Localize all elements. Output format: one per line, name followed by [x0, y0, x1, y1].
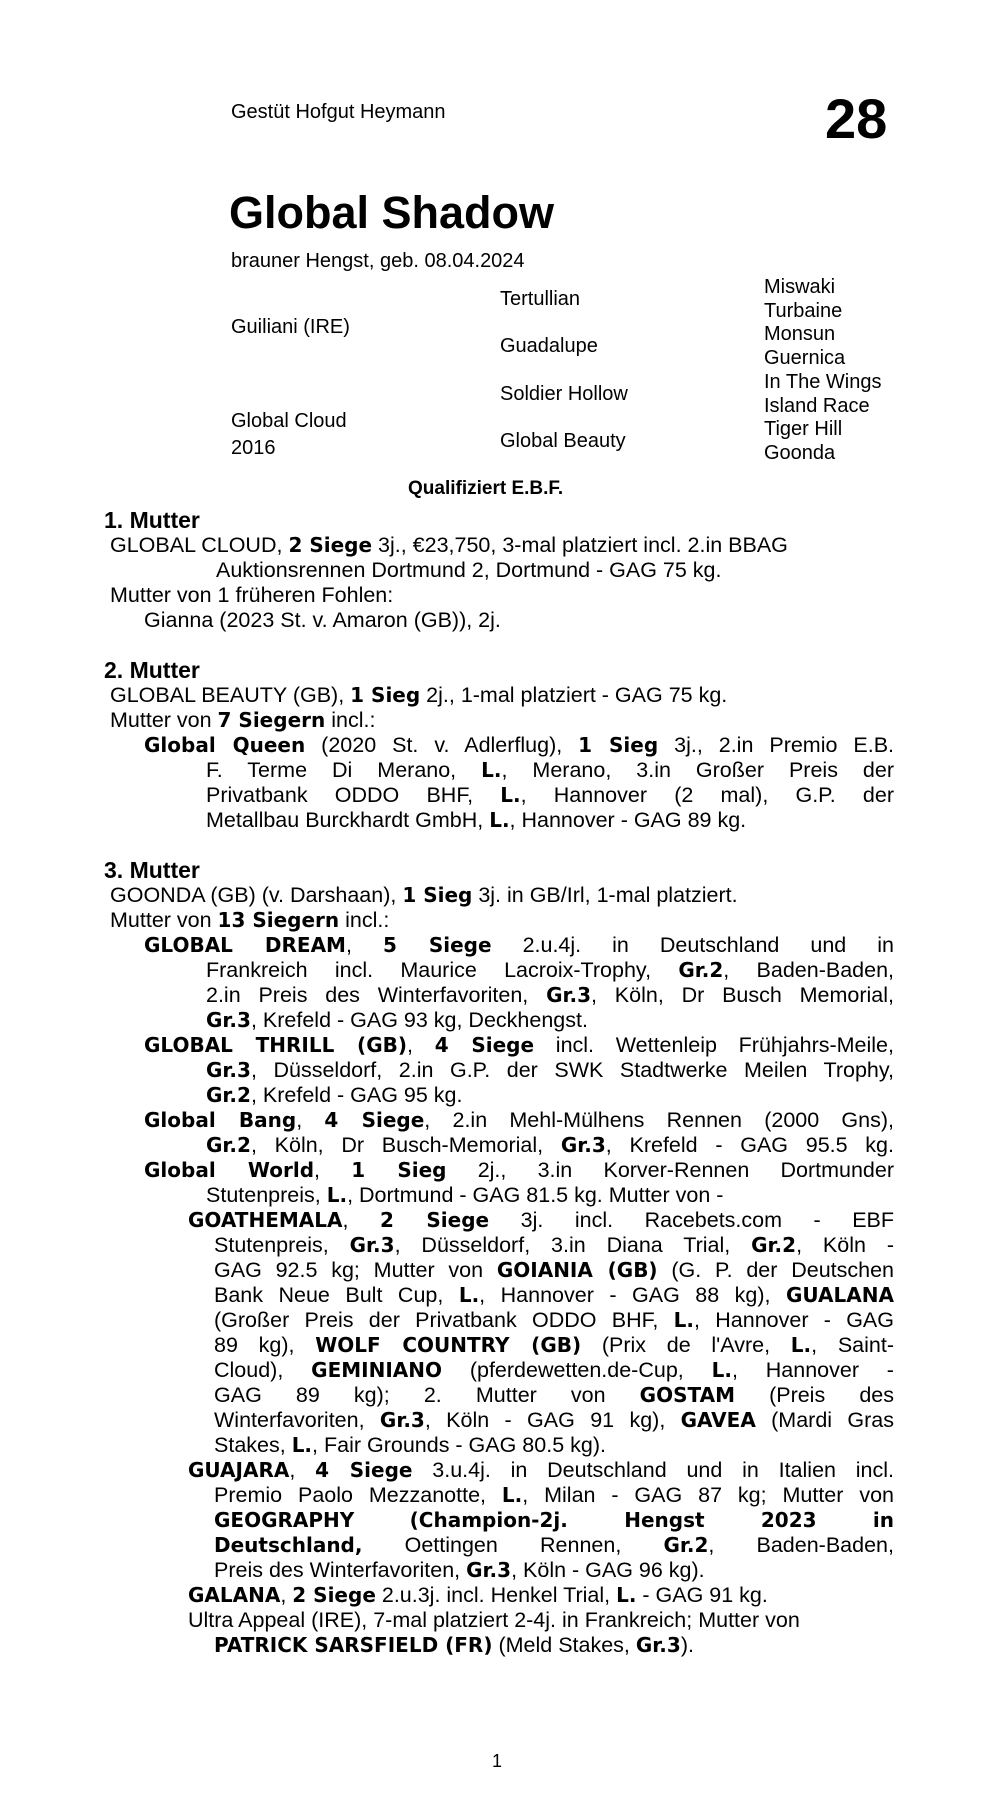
pedigree-text-line: [214, 1233, 894, 1258]
text-run: 3j. in GB/Irl, 1-mal platziert.: [472, 883, 738, 907]
bold-text-run: GALANA: [188, 1583, 281, 1607]
pedigree-text-line: [206, 783, 894, 808]
text-run: Stakes,: [214, 1433, 292, 1457]
text-run: Oettingen Rennen,: [362, 1533, 664, 1557]
text-run: , Baden-Baden,: [708, 1533, 894, 1557]
bold-text-run: L.: [326, 1183, 348, 1207]
text-run: incl.:: [325, 708, 376, 732]
bold-text-run: Gr.3: [349, 1233, 395, 1257]
bold-text-run: 4 Siege: [324, 1108, 425, 1132]
pedigree-text-line: [110, 683, 727, 708]
pedigree-text-line: [188, 1608, 800, 1633]
text-run: (Mardi Gras: [755, 1408, 894, 1432]
text-run: Stutenpreis,: [214, 1233, 350, 1257]
bold-text-run: Global Bang: [144, 1108, 297, 1132]
text-run: Premio Paolo Mezzanotte,: [214, 1483, 502, 1507]
text-run: , Hannover -: [731, 1358, 894, 1382]
pedigree-text-line: [216, 558, 722, 583]
pedigree-text-line: [206, 1008, 588, 1033]
pedigree-text-line: [144, 733, 894, 758]
text-run: ,: [296, 1108, 325, 1132]
bold-text-run: (Champion-2j. Hengst 2023 in: [409, 1508, 894, 1532]
pedigree-text-line: [206, 983, 894, 1008]
bold-text-run: 2 Siege: [292, 1583, 376, 1607]
pedigree-text-line: [110, 883, 738, 908]
text-run: , Köln, Dr Busch Memorial,: [591, 983, 894, 1007]
text-run: Metallbau Burckhardt GmbH,: [206, 808, 490, 832]
pedigree-text-line: [206, 1058, 894, 1083]
bold-text-run: Gr.3: [635, 1633, 681, 1657]
pedigree-gen3: Tiger Hill: [764, 418, 843, 440]
text-run: 3j., €23,750, 3-mal platziert incl. 2.in BBAG: [372, 533, 788, 557]
text-run: Ultra Appeal (IRE), 7-mal platziert 2-4j. in Frankreich; Mutter von: [188, 1608, 800, 1632]
text-run: incl.:: [339, 908, 390, 932]
pedigree-gen3: Goonda: [764, 442, 836, 464]
pedigree-text-line: [110, 533, 788, 558]
pedigree-text-line: [214, 1283, 894, 1308]
text-run: 2.u.3j. incl. Henkel Trial,: [375, 1583, 617, 1607]
pedigree-text-line: [214, 1508, 894, 1533]
text-run: 2.u.4j. in Deutschland und in: [491, 933, 894, 957]
pedigree-text-line: [206, 1133, 894, 1158]
pedigree-text-line: [206, 1083, 462, 1108]
text-run: ,: [289, 1458, 316, 1482]
bold-text-run: Deutschland,: [214, 1533, 363, 1557]
pedigree-text-line: [214, 1433, 606, 1458]
text-run: GLOBAL BEAUTY (GB),: [110, 683, 351, 707]
text-run: Bank Neue Bult Cup,: [214, 1283, 459, 1307]
text-run: , Krefeld - GAG 95 kg.: [250, 1083, 463, 1107]
text-run: 2.in Preis des Winterfavoriten,: [206, 983, 547, 1007]
text-run: (2020 St. v. Adlerflug),: [305, 733, 579, 757]
pedigree-gen3: Guernica: [764, 347, 846, 369]
text-run: Gianna (2023 St. v. Amaron (GB)), 2j.: [144, 608, 501, 632]
bold-text-run: GOATHEMALA: [188, 1208, 343, 1232]
bold-text-run: 1 Sieg: [350, 683, 421, 707]
bold-text-run: 4 Siege: [315, 1458, 413, 1482]
text-run: 2j., 3.in Korver-Rennen Dortmunder: [446, 1158, 894, 1182]
bold-text-run: 13 Siegern: [217, 908, 340, 932]
text-run: , Hannover - GAG 89 kg.: [509, 808, 747, 832]
horse-name: Global Shadow: [229, 187, 555, 238]
text-run: GAG 89 kg); 2. Mutter von: [214, 1383, 640, 1407]
text-run: , Merano, 3.in Großer Preis der: [501, 758, 895, 782]
bold-text-run: 1 Sieg: [402, 883, 473, 907]
bold-text-run: L.: [500, 783, 521, 807]
bold-text-run: Gr.3: [379, 1408, 425, 1432]
text-run: Mutter von: [110, 708, 218, 732]
bold-text-run: GUAJARA: [188, 1458, 290, 1482]
bold-text-run: PATRICK SARSFIELD (FR): [214, 1633, 493, 1657]
bold-text-run: L.: [616, 1583, 637, 1607]
pedigree-text-line: [188, 1583, 768, 1608]
text-run: , Düsseldorf, 2.in G.P. der SWK Stadtwerke Meilen Trophy,: [250, 1058, 894, 1082]
pedigree-gen3: In The Wings: [764, 371, 882, 393]
text-run: GAG 92.5 kg; Mutter von: [214, 1258, 497, 1282]
text-run: (Großer Preis der Privatbank ODDO BHF,: [214, 1308, 674, 1332]
pedigree-text-line: [214, 1358, 894, 1383]
bold-text-run: WOLF COUNTRY (GB): [315, 1333, 582, 1357]
bold-text-run: GOSTAM: [639, 1383, 735, 1407]
text-run: Auktionsrennen Dortmund 2, Dortmund - GAG 75 kg.: [216, 558, 722, 582]
bold-text-run: 2 Siege: [288, 533, 373, 557]
text-run: , Köln - GAG 96 kg).: [511, 1558, 705, 1582]
text-run: ).: [680, 1633, 694, 1657]
text-run: ,: [280, 1583, 293, 1607]
section-heading: 2. Mutter: [104, 657, 200, 683]
bold-text-run: GEMINIANO: [311, 1358, 442, 1382]
text-run: 2j., 1-mal platziert - GAG 75 kg.: [420, 683, 728, 707]
pedigree-text-line: [206, 808, 746, 833]
text-run: , Milan - GAG 87 kg; Mutter von: [522, 1483, 894, 1507]
bold-text-run: GAVEA: [680, 1408, 756, 1432]
pedigree-sire-dam: Guadalupe: [500, 335, 598, 357]
text-run: , Hannover (2 mal), G.P. der: [520, 783, 894, 807]
text-run: , Köln, Dr Busch-Memorial,: [250, 1133, 561, 1157]
bold-text-run: 2 Siege: [379, 1208, 490, 1232]
text-run: Cloud),: [214, 1358, 312, 1382]
text-run: Mutter von 1 früheren Fohlen:: [110, 583, 394, 607]
bold-text-run: GUALANA: [786, 1283, 894, 1307]
bold-text-run: 4 Siege: [434, 1033, 535, 1057]
text-run: , Hannover - GAG: [694, 1308, 894, 1332]
text-run: GOONDA (GB) (v. Darshaan),: [110, 883, 403, 907]
text-run: (Preis des: [734, 1383, 894, 1407]
text-run: , Dortmund - GAG 81.5 kg. Mutter von -: [347, 1183, 724, 1207]
text-run: ,: [342, 1208, 380, 1232]
bold-text-run: L.: [481, 758, 502, 782]
pedigree-text-line: [214, 1483, 894, 1508]
pedigree-text-line: [144, 1033, 894, 1058]
text-run: , Krefeld - GAG 95.5 kg.: [605, 1133, 894, 1157]
text-run: Mutter von: [110, 908, 218, 932]
pedigree-text-line: [110, 583, 393, 608]
text-run: (pferdewetten.de-Cup,: [441, 1358, 712, 1382]
bold-text-run: Gr.3: [560, 1133, 606, 1157]
lot-number: 28: [825, 87, 888, 150]
bold-text-run: GOIANIA (GB): [496, 1258, 658, 1282]
pedigree-text-line: [144, 933, 894, 958]
text-run: (Meld Stakes,: [492, 1633, 636, 1657]
pedigree-text-line: [214, 1333, 894, 1358]
text-run: [354, 1508, 409, 1532]
text-run: incl. Wettenleip Frühjahrs-Meile,: [534, 1033, 894, 1057]
pedigree-text-line: [206, 1183, 723, 1208]
consignor-name: Gestüt Hofgut Heymann: [231, 101, 446, 123]
pedigree-text-line: [214, 1383, 894, 1408]
pedigree-text-line: [188, 1208, 894, 1233]
text-run: 3.u.4j. in Deutschland und in Italien incl.: [412, 1458, 894, 1482]
bold-text-run: L.: [291, 1433, 313, 1457]
text-run: , Baden-Baden,: [723, 958, 894, 982]
text-run: , Krefeld - GAG 93 kg, Deckhengst.: [250, 1008, 588, 1032]
text-run: , Hannover - GAG 88 kg),: [479, 1283, 787, 1307]
pedigree-text-line: [214, 1308, 894, 1333]
pedigree-text-line: [214, 1558, 705, 1583]
bold-text-run: GLOBAL DREAM: [144, 933, 346, 957]
pedigree-text-line: [144, 608, 501, 633]
pedigree-dam-year: 2016: [231, 437, 276, 459]
bold-text-run: L.: [790, 1333, 812, 1357]
text-run: , Düsseldorf, 3.in Diana Trial,: [394, 1233, 752, 1257]
bold-text-run: Gr.3: [206, 1008, 251, 1032]
bold-text-run: Gr.3: [206, 1058, 251, 1082]
bold-text-run: L.: [458, 1283, 480, 1307]
text-run: , 2.in Mehl-Mülhens Rennen (2000 Gns),: [424, 1108, 894, 1132]
pedigree-sire: Guiliani (IRE): [231, 316, 350, 338]
text-run: Preis des Winterfavoriten,: [214, 1558, 467, 1582]
pedigree-gen3: Miswaki: [764, 276, 836, 298]
bold-text-run: Global World: [144, 1158, 315, 1182]
text-run: , Saint-: [811, 1333, 894, 1357]
bold-text-run: L.: [673, 1308, 694, 1332]
bold-text-run: Global Queen: [144, 733, 306, 757]
pedigree-text-line: [214, 1408, 894, 1433]
text-run: , Fair Grounds - GAG 80.5 kg).: [312, 1433, 606, 1457]
page-number: 1: [492, 1751, 503, 1771]
text-run: , Köln -: [796, 1233, 894, 1257]
text-run: GLOBAL CLOUD,: [110, 533, 289, 557]
pedigree-dam: Global Cloud: [231, 410, 347, 432]
bold-text-run: Gr.2: [751, 1233, 797, 1257]
pedigree-text-line: [214, 1533, 894, 1558]
section-heading: 1. Mutter: [104, 507, 200, 533]
bold-text-run: L.: [501, 1483, 523, 1507]
bold-text-run: Gr.3: [466, 1558, 512, 1582]
bold-text-run: 5 Siege: [382, 933, 492, 957]
text-run: (Prix de l'Avre,: [581, 1333, 791, 1357]
section-heading: 3. Mutter: [104, 857, 200, 883]
bold-text-run: 1 Sieg: [351, 1158, 447, 1182]
text-run: ,: [407, 1033, 435, 1057]
bold-text-run: Gr.3: [546, 983, 592, 1007]
bold-text-run: Gr.2: [663, 1533, 709, 1557]
pedigree-gen3: Monsun: [764, 323, 836, 345]
pedigree-gen3: Turbaine: [764, 300, 843, 322]
bold-text-run: 7 Siegern: [217, 708, 326, 732]
text-run: 3j. incl. Racebets.com - EBF: [489, 1208, 895, 1232]
pedigree-text-line: [110, 708, 375, 733]
bold-text-run: Gr.2: [206, 1083, 251, 1107]
text-run: Frankreich incl. Maurice Lacroix-Trophy,: [206, 958, 679, 982]
horse-description: brauner Hengst, geb. 08.04.2024: [231, 250, 525, 272]
qualification-note: Qualifiziert E.B.F.: [408, 478, 564, 499]
text-run: 89 kg),: [214, 1333, 316, 1357]
pedigree-text-line: [214, 1258, 894, 1283]
bold-text-run: L.: [489, 808, 510, 832]
text-run: Winterfavoriten,: [214, 1408, 380, 1432]
text-run: ,: [345, 933, 383, 957]
bold-text-run: 1 Sieg: [578, 733, 659, 757]
text-run: Stutenpreis,: [206, 1183, 327, 1207]
text-run: - GAG 91 kg.: [636, 1583, 768, 1607]
text-run: , Köln - GAG 91 kg),: [424, 1408, 681, 1432]
pedigree-sire-sire: Tertullian: [500, 288, 581, 310]
pedigree-dam-dam: Global Beauty: [500, 430, 626, 452]
pedigree-text-line: [110, 908, 389, 933]
text-run: Privatbank ODDO BHF,: [206, 783, 501, 807]
pedigree-dam-sire: Soldier Hollow: [500, 383, 628, 405]
text-run: F. Terme Di Merano,: [206, 758, 482, 782]
bold-text-run: Gr.2: [206, 1133, 251, 1157]
pedigree-text-line: [214, 1633, 694, 1658]
pedigree-text-line: [206, 958, 894, 983]
bold-text-run: Gr.2: [678, 958, 724, 982]
text-run: 3j., 2.in Premio E.B.: [658, 733, 895, 757]
bold-text-run: GEOGRAPHY: [214, 1508, 355, 1532]
pedigree-text-line: [188, 1458, 894, 1483]
pedigree-text-line: [144, 1158, 894, 1183]
bold-text-run: L.: [711, 1358, 732, 1382]
pedigree-gen3: Island Race: [764, 395, 870, 417]
text-run: ,: [314, 1158, 352, 1182]
bold-text-run: GLOBAL THRILL (GB): [144, 1033, 408, 1057]
text-run: (G. P. der Deutschen: [657, 1258, 894, 1282]
pedigree-text-line: [206, 758, 894, 783]
pedigree-text-line: [144, 1108, 894, 1133]
